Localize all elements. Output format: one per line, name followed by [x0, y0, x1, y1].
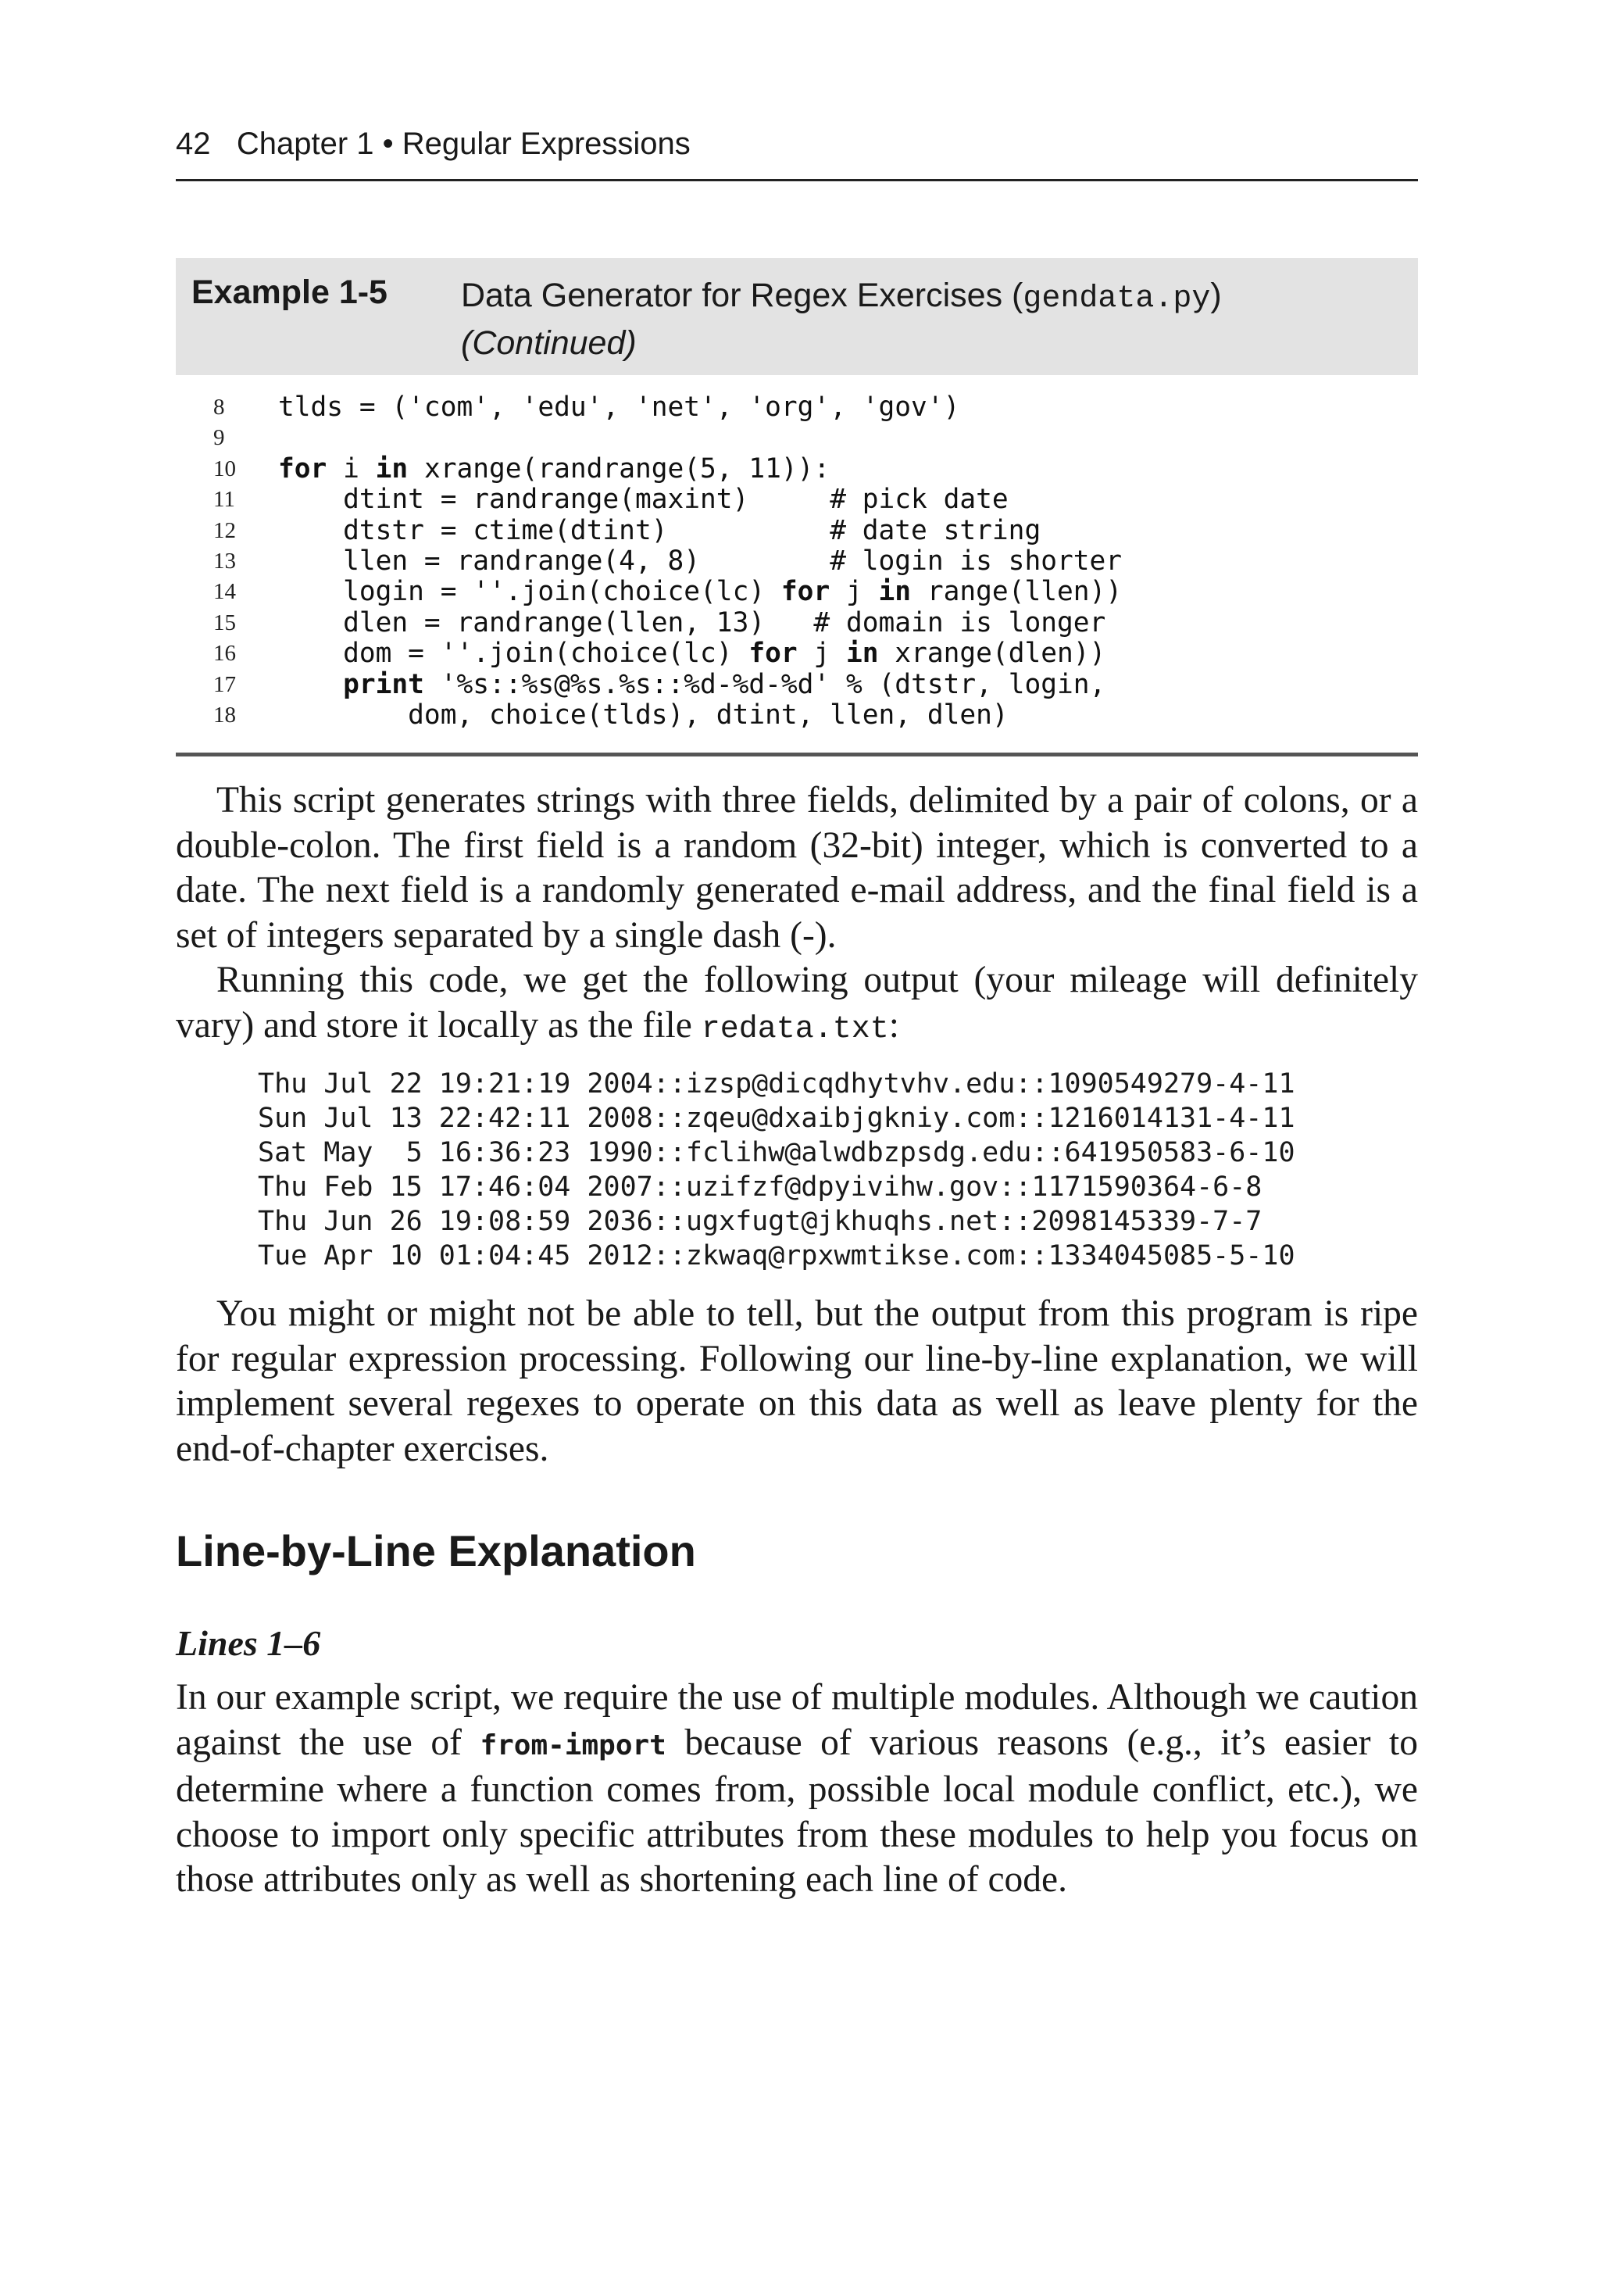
- code-segment: [278, 669, 343, 700]
- code-segment: dtstr = ctime(dtint) # date string: [278, 514, 1041, 546]
- example-title-text: Data Generator for Regex Exercises (: [461, 277, 1023, 314]
- code-from-import: from-import: [480, 1729, 666, 1761]
- code-segment: i: [327, 452, 376, 485]
- running-head: [176, 123, 1418, 164]
- output-line: Thu Jun 26 19:08:59 2036::ugxfugt@jkhuqhs.net::2098145339-7-7: [258, 1206, 1262, 1237]
- code-segment: xrange(randrange(5, 11)):: [408, 452, 830, 485]
- code-segment: dlen = randrange(llen, 13) # domain is longer: [278, 606, 1106, 638]
- code-segment: '%s::%s@%s.%s::%d-%d-%d' % (dtstr, login,: [423, 668, 1106, 700]
- code-keyword: for: [278, 452, 327, 485]
- code-line: [176, 577, 1418, 607]
- section-heading: Line-by-Line Explanation: [176, 1526, 696, 1575]
- code-segment: dom = ''.join(choice(lc): [278, 638, 749, 670]
- code-segment: xrange(dlen)): [878, 638, 1106, 670]
- code-line: [176, 485, 1418, 515]
- code-segment: j: [830, 576, 879, 608]
- subsection-heading: Lines 1–6: [176, 1623, 321, 1663]
- line-number: 11: [213, 487, 235, 513]
- code-text: [278, 454, 830, 485]
- example-continued: (Continued): [461, 324, 637, 362]
- paragraph-lines-1-6-rest: because of various reasons (e.g., it’s easier to determine where a function comes from, possible local module conflict, etc.), we choose to import only specific attributes from these modules to help you focus on those attributes only as well as shortening each line of code.: [176, 1722, 1419, 1900]
- header-rule: [176, 179, 1418, 181]
- output-line: Sun Jul 13 22:42:11 2008::zqeu@dxaibjgkniy.com::1216014131-4-11: [258, 1103, 1295, 1134]
- paragraph-output-discussion: You might or might not be able to tell, but the output from this program is ripe for regular expression processing. Following our line-by-line explanation, we will implement several regexes to operate on this data as well as leave plenty for the end-of-chapter exercises.: [176, 1293, 1418, 1469]
- line-number: 15: [213, 610, 236, 635]
- line-number: 10: [213, 456, 236, 481]
- code-line: [176, 392, 1418, 423]
- code-keyword: in: [375, 452, 409, 485]
- code-segment: tlds = ('com', 'edu', 'net', 'org', 'gov'): [278, 392, 960, 423]
- filename-redata: redata.txt: [701, 1011, 889, 1047]
- code-text: [278, 638, 1105, 669]
- line-number: 9: [213, 425, 225, 451]
- line-number: 8: [213, 395, 225, 420]
- line-number: 17: [213, 671, 236, 697]
- line-number: 18: [213, 702, 236, 728]
- paragraph-running-code: [176, 958, 1418, 1052]
- line-number: 14: [213, 579, 236, 605]
- code-line: [176, 546, 1418, 577]
- paragraph-lines-1-6: [176, 1676, 1418, 1903]
- code-text: [278, 516, 1041, 546]
- code-keyword: print: [343, 668, 424, 700]
- code-line: [176, 516, 1418, 546]
- chapter-title: Chapter 1 • Regular Expressions: [236, 127, 691, 161]
- paragraph-running-code-text: Running this code, we get the following output (your mileage will definitely vary) and store it locally as the file: [176, 960, 1418, 1046]
- code-keyword: for: [748, 638, 798, 670]
- paragraph-lines-1-6-text: In our example script, we require the use of multiple modules. Although we caution against the use of: [176, 1677, 1418, 1763]
- example-title-close: ): [1210, 277, 1222, 314]
- code-segment: dom, choice(tlds), dtint, llen, dlen): [278, 699, 1009, 731]
- example-caption-box: [176, 258, 1418, 375]
- code-segment: llen = randrange(4, 8) # login is shorter: [278, 545, 1123, 577]
- paragraph-script-description: This script generates strings with three fields, delimited by a pair of colons, or a double-colon. The first field is a random (32-bit) integer, which is converted to a date. The next field is a randomly generated e-mail address, and the final field is a set of integers separated by a single dash (-).: [176, 780, 1418, 956]
- program-output: [258, 1067, 1295, 1273]
- output-line: Tue Apr 10 01:04:45 2012::zkwaq@rpxwmtikse.com::1334045085-5-10: [258, 1240, 1295, 1271]
- code-segment: login = ''.join(choice(lc): [278, 576, 781, 608]
- code-text: [278, 392, 959, 423]
- code-text: [278, 670, 1105, 700]
- code-keyword: in: [878, 576, 912, 608]
- output-line: Thu Feb 15 17:46:04 2007::uzifzf@dpyivihw.gov::1171590364-6-8: [258, 1171, 1262, 1203]
- code-line: [176, 638, 1418, 669]
- example-label: Example 1-5: [191, 274, 388, 311]
- code-line: [176, 454, 1418, 485]
- output-line: Thu Jul 22 19:21:19 2004::izsp@dicqdhytvhv.edu::1090549279-4-11: [258, 1068, 1295, 1100]
- line-number: 13: [213, 548, 236, 574]
- code-listing: [176, 392, 1418, 731]
- code-line: [176, 423, 1418, 453]
- code-line: [176, 670, 1418, 700]
- line-number: 16: [213, 641, 236, 667]
- example-title: [461, 274, 1222, 365]
- code-segment: j: [797, 638, 846, 670]
- code-text: [278, 700, 1009, 731]
- page-number: 42: [176, 127, 211, 161]
- code-line: [176, 700, 1418, 731]
- code-text: [278, 608, 1105, 638]
- code-text: [278, 577, 1122, 607]
- code-line: [176, 608, 1418, 638]
- code-segment: range(llen)): [911, 576, 1123, 608]
- paragraph-running-code-end: :: [888, 1004, 899, 1046]
- code-bottom-rule: [176, 753, 1418, 756]
- line-number: 12: [213, 517, 236, 543]
- code-segment: dtint = randrange(maxint) # pick date: [278, 484, 1009, 516]
- code-keyword: in: [845, 638, 879, 670]
- example-filename: gendata.py: [1023, 281, 1211, 317]
- code-keyword: for: [780, 576, 830, 608]
- output-line: Sat May 5 16:36:23 1990::fclihw@alwdbzpsdg.edu::641950583-6-10: [258, 1137, 1295, 1168]
- code-text: [278, 485, 1009, 515]
- code-text: [278, 546, 1122, 577]
